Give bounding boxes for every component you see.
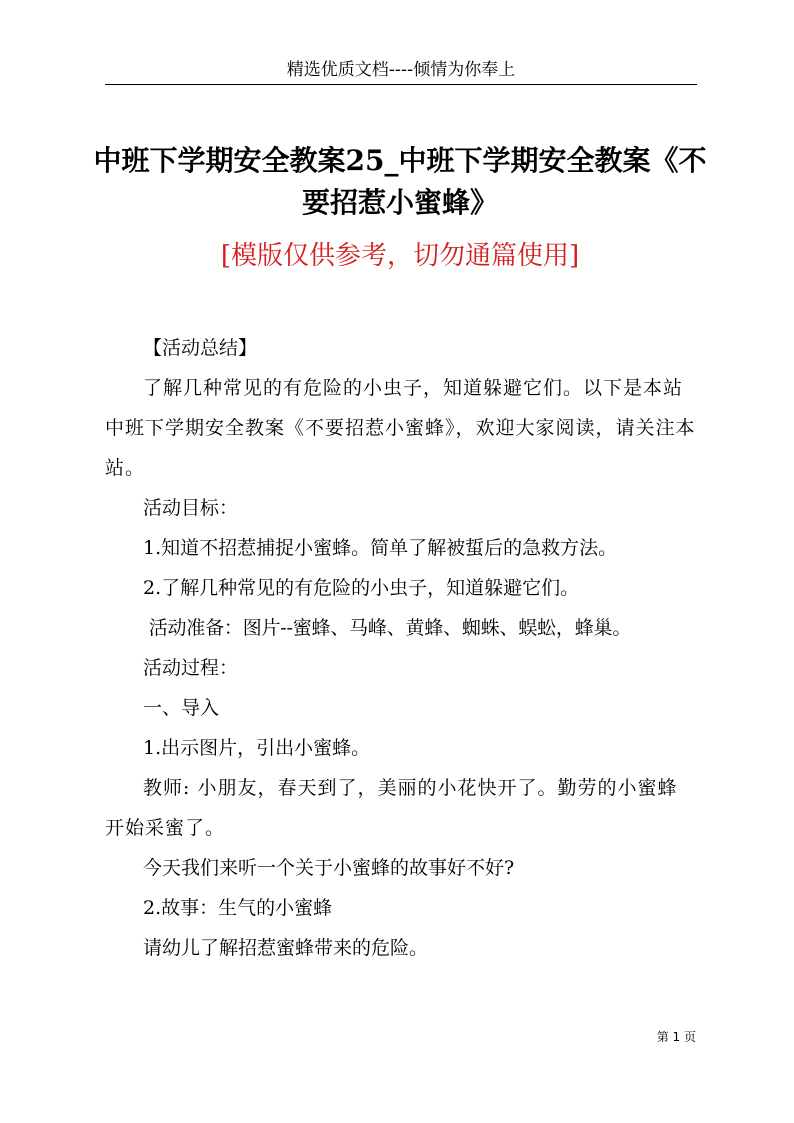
teacher-paragraph: 教师: 小朋友，春天到了，美丽的小花快开了。勤劳的小蜜蜂开始采蜜了。 — [105, 777, 678, 839]
process-heading: 活动过程： — [143, 657, 239, 679]
document-title: 中班下学期安全教案25_中班下学期安全教案《不要招惹小蜜蜂》 — [93, 144, 707, 219]
template-notice: [模版仅供参考，切勿通篇使用] — [220, 241, 580, 271]
step-heading: 一、导入 — [143, 697, 220, 719]
goal-item: 1.知道不招惹捕捉小蜜蜂。简单了解被蜇后的急救方法。 — [143, 537, 618, 559]
step-item: 1.出示图片，引出小蜜蜂。 — [143, 737, 371, 759]
page-number: 第 1 页 — [656, 1030, 696, 1044]
page-header: 精选优质文档----倾情为你奉上 — [286, 60, 516, 80]
header-divider — [105, 84, 697, 85]
preparation-line: 活动准备：图片--蜜蜂、马峰、黄蜂、蜘蛛、蜈蚣，蜂巢。 — [148, 617, 632, 639]
goals-heading: 活动目标： — [143, 497, 239, 519]
story-heading: 2.故事：生气的小蜜蜂 — [143, 897, 333, 919]
story-note: 请幼儿了解招惹蜜蜂带来的危险。 — [143, 937, 429, 959]
section-heading-summary: 【活动总结】 — [143, 337, 258, 359]
question-line: 今天我们来听一个关于小蜜蜂的故事好不好? — [143, 857, 515, 879]
intro-paragraph: 了解几种常见的有危险的小虫子，知道躲避它们。以下是本站中班下学期安全教案《不要招惹小蜜蜂》，欢迎大家阅读，请关注本站。 — [105, 377, 696, 479]
goal-item: 2.了解几种常见的有危险的小虫子，知道躲避它们。 — [143, 577, 580, 599]
document-body — [105, 328, 705, 968]
